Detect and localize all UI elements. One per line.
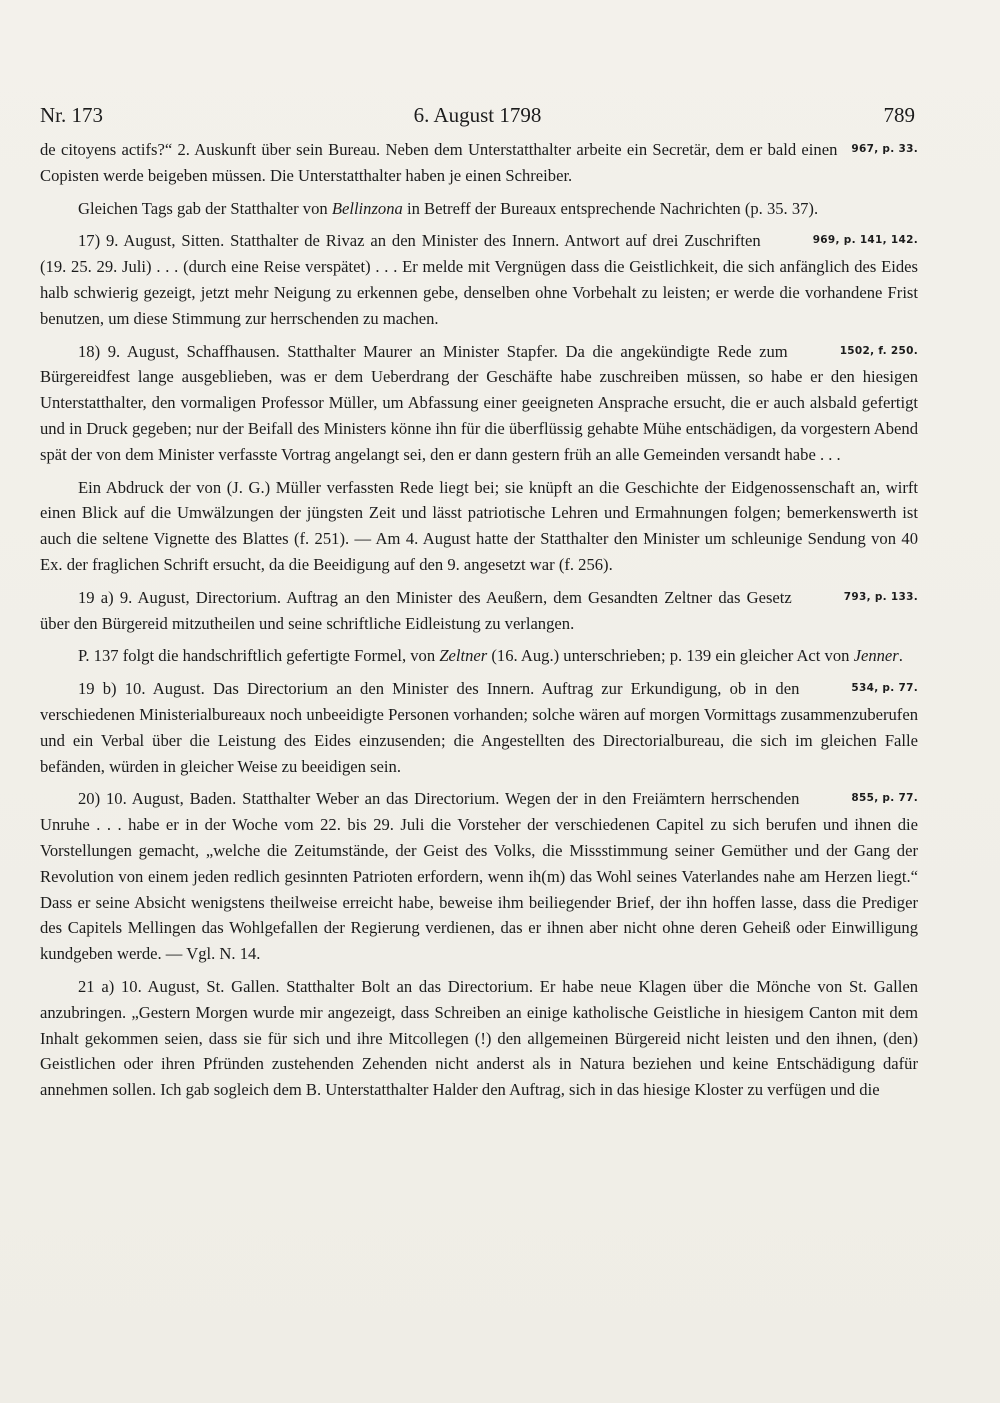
paragraph bbox=[40, 228, 918, 331]
text-segment: de citoyens actifs?“ 2. Auskunft über sein Bureau. Neben dem Unterstatthalter arbeite ein Secretär, dem er bald einen Copisten werde beigeben müssen. Die Unterstatthalter haben je einen Schreiber. bbox=[40, 140, 838, 185]
archive-reference: 534, p. 77. bbox=[851, 682, 918, 695]
page-header bbox=[40, 100, 915, 130]
paragraph bbox=[40, 585, 918, 637]
body-text bbox=[40, 137, 918, 1110]
text-segment: . bbox=[898, 646, 903, 666]
paragraph bbox=[40, 676, 918, 779]
text-segment: Gleichen Tags gab der Statthalter von bbox=[78, 198, 332, 218]
text-segment: (16. Aug.) unterschrieben; p. 139 ein gleicher Act von bbox=[487, 646, 854, 666]
text-segment: 18) 9. August, Schaffhausen. Statthalter Maurer an Minister Stapfer. Da die angekündigte Rede zum Bürgereidfest lange ausgeblieben, was er dem Ueberdrang der Geschäfte habe zuschreiben müssen, so habe er den hiesigen Unterstatthalter, den vormaligen Professor Müller, um Abfassung einer geeigneten Ansprache ersucht, die er auch alsbald gefertigt und in Druck gegeben; nur der Beifall des Ministers könne ihn für die überflüssig gehabte Mühe entschädigen, da vorgestern Abend spät der von dem Minister verfasste Vortrag angelangt sei, den er dann gestern früh an alle Gemeinden versandt habe . . . bbox=[40, 341, 918, 464]
archive-reference: 855, p. 77. bbox=[851, 792, 918, 805]
archive-reference: 793, p. 133. bbox=[843, 590, 918, 603]
text-segment: 21 a) 10. August, St. Gallen. Statthalter Bolt an das Directorium. Er habe neue Klagen über die Mönche von St. Gallen anzubringen. „Gestern Morgen wurde mir angezeigt, dass Schreiben an einige katholische Geistliche in hiesigem Canton mit dem Inhalt gekommen seien, dass sie für sich und ihre Mitcollegen (!) den allgemeinen Bürgereid nicht leisten und den ihnen, (den) Geistlichen oder ihren Pfründen zustehenden Zehenden nicht anderst als in Natura beziehen und keine Entschädigung dafür annehmen sollen. Ich gab sogleich dem B. Unterstatthalter Halder den Auftrag, sich in das hiesige Kloster zu verfügen und die bbox=[40, 976, 918, 1100]
text-segment: 20) 10. August, Baden. Statthalter Weber an das Directorium. Wegen der in den Freiämtern herrschenden Unruhe . . . habe er in der Woche vom 22. bis 29. Juli die Vorsteher der verschiedenen Capitel zu sich berufen und ihnen die Vorstellungen gemacht, „welche die Zeitumstände, der Geist des Volks, die Missstimmung seiner Gemüther und der Gang der Revolution von einem jeden redlich gesinnten Patrioten erfordern, wenn ih(m) das Wohl seines Vaterlandes nahe am Herzen liegt.“ Dass er seine Absicht wenigstens theilweise erreicht habe, beweise ihm beiliegender Brief, der ihn hoffen lasse, dass die Prediger des Capitels Mellingen das Wohlgefallen der Regierung verdienen, das er ihnen aber nicht ohne deren Geheiß oder Einwilligung kundgeben werde. — Vgl. N. 14. bbox=[40, 789, 918, 964]
paragraph bbox=[40, 475, 918, 578]
italic-name: Jenner bbox=[853, 646, 899, 666]
italic-name: Zeltner bbox=[439, 646, 488, 666]
paragraph bbox=[40, 786, 918, 967]
archive-reference: 1502, f. 250. bbox=[839, 344, 918, 357]
text-segment: Ein Abdruck der von (J. G.) Müller verfassten Rede liegt bei; sie knüpft an die Geschichte der Eidgenossenschaft an, wirft einen Blick auf die Umwälzungen der jüngsten Zeit und lässt patriotische Lehren und Ermahnungen folgen; bemerkenswerth ist auch die seltene Vignette des Blattes (f. 251). — Am 4. August hatte der Statthalter den Minister um schleunige Sendung von 40 Ex. der fraglichen Schrift ersucht, da die Beeidigung auf den 9. angesetzt war (f. 256). bbox=[40, 477, 918, 574]
text-segment: 19 b) 10. August. Das Directorium an den Minister des Innern. Auftrag zur Erkundigung, ob in den verschiedenen Ministerialbureaux noch unbeeidigte Personen vorhanden; solche wären auf morgen Vormittags zusammenzuberufen und ein Verbal über die Leistung des Eides einzusenden; die Angestellten des Directorialbureau, die sich im gleichen Falle befänden, würden in gleicher Weise zu beeidigen sein. bbox=[40, 679, 918, 776]
archive-reference: 967, p. 33. bbox=[851, 143, 918, 155]
text-segment: 17) 9. August, Sitten. Statthalter de Rivaz an den Minister des Innern. Antwort auf drei Zuschriften (19. 25. 29. Juli) . . . (durch eine Reise verspätet) . . . Er melde mit Vergnügen dass die Geistlichkeit, die sich anfänglich des Eides halb schwierig gezeigt, jetzt mehr Neigung zu erkennen gebe, denselben ohne Vorbehalt zu leisten; er werde die vorhandene Frist benutzen, um diese Stimmung zur herrschenden zu machen. bbox=[40, 231, 918, 328]
paragraph bbox=[40, 137, 918, 189]
text-segment: P. 137 folgt die handschriftlich gefertigte Formel, von bbox=[78, 646, 440, 666]
document-number: Nr. 173 bbox=[40, 103, 103, 127]
italic-name: Bellinzona bbox=[331, 198, 403, 218]
text-segment: 19 a) 9. August, Directorium. Auftrag an den Minister des Aeußern, dem Gesandten Zeltner das Gesetz über den Bürgereid mitzutheilen und seine schriftliche Eidleistung zu verlangen. bbox=[40, 587, 792, 633]
paragraph bbox=[40, 196, 918, 222]
text-segment: in Betreff der Bureaux entsprechende Nachrichten (p. 35. 37). bbox=[402, 198, 819, 218]
header-date: 6. August 1798 bbox=[413, 103, 542, 127]
archive-reference: 969, p. 141, 142. bbox=[812, 234, 918, 247]
paragraph bbox=[40, 643, 918, 669]
page-number: 789 bbox=[883, 103, 915, 127]
paragraph bbox=[40, 974, 918, 1103]
paragraph bbox=[40, 339, 918, 468]
